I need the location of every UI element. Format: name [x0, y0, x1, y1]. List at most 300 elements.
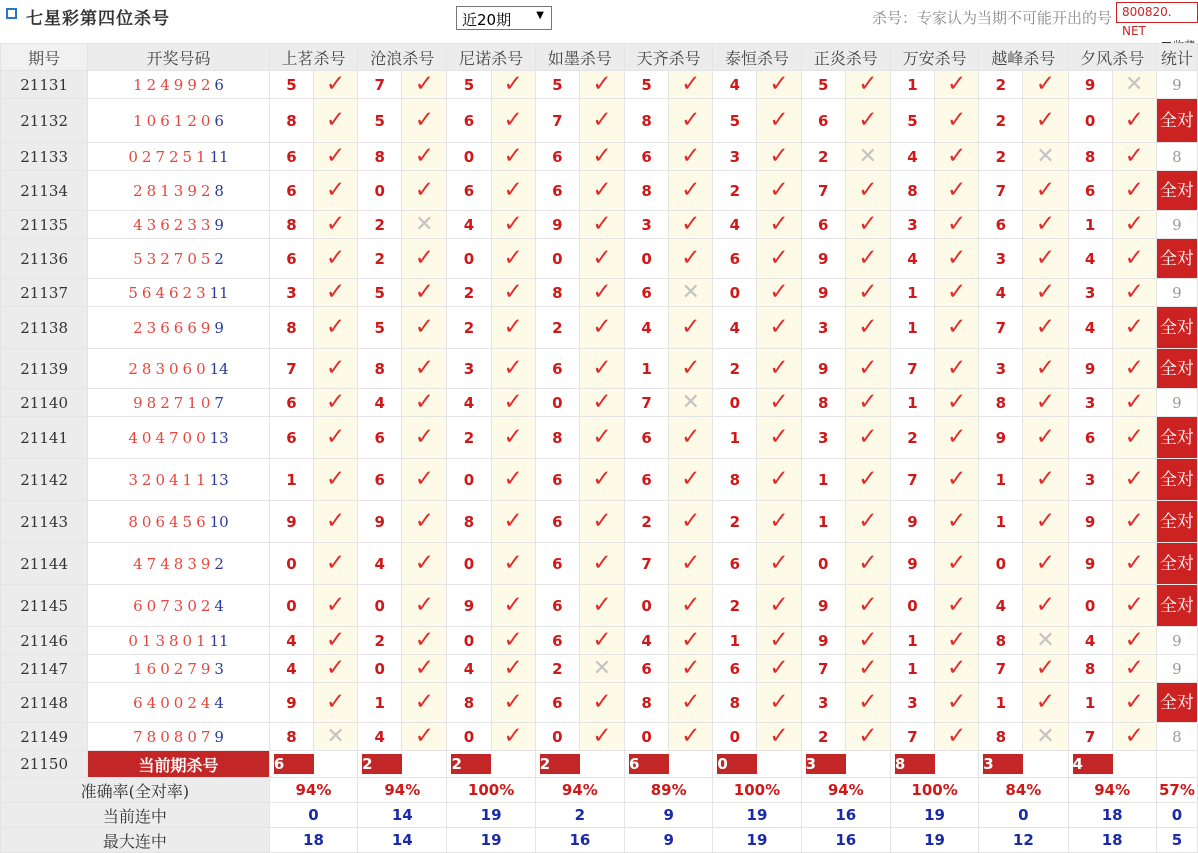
- check-mark: ✓: [325, 177, 346, 203]
- kill-digit: 4: [979, 585, 1023, 627]
- kill-digit: 0: [535, 723, 579, 751]
- stat-cell: 全对: [1156, 99, 1197, 143]
- kill-digit: 6: [535, 585, 579, 627]
- check-icon: [1112, 585, 1156, 627]
- check-mark: ✓: [1035, 177, 1056, 203]
- draw-numbers: [88, 723, 270, 751]
- check-mark: ✓: [414, 592, 434, 618]
- check-icon: [313, 349, 357, 389]
- table-row: [1, 349, 1198, 389]
- kill-digit: 4: [713, 211, 757, 239]
- check-icon: [935, 171, 979, 211]
- kill-digit: 8: [358, 349, 402, 389]
- main-numbers: 806456: [128, 512, 210, 531]
- header-expert[interactable]: 天齐杀号: [625, 44, 713, 71]
- kill-digit: 1: [890, 389, 934, 417]
- kill-digit: 0: [358, 171, 402, 211]
- kill-digit: 9: [535, 211, 579, 239]
- kill-digit: 7: [890, 349, 934, 389]
- kill-digit: 6: [1068, 171, 1112, 211]
- cross-mark: ✕: [1036, 628, 1055, 653]
- kill-digit: 9: [269, 683, 313, 723]
- kill-digit: 3: [1068, 459, 1112, 501]
- header-expert[interactable]: 正炎杀号: [801, 44, 890, 71]
- main-numbers: 283060: [128, 359, 210, 378]
- check-icon: [402, 501, 447, 543]
- special-number: 13: [209, 428, 229, 447]
- kill-digit: 8: [979, 389, 1023, 417]
- check-icon: [491, 627, 535, 655]
- check-icon: [935, 279, 979, 307]
- kill-digit: 9: [890, 543, 934, 585]
- check-icon: [579, 683, 624, 723]
- current-kill: [979, 751, 1068, 778]
- check-icon: [757, 349, 801, 389]
- check-mark: ✓: [947, 211, 967, 237]
- brand-badge[interactable]: 800820. NET: [1116, 2, 1198, 23]
- main-numbers: 607302: [133, 596, 215, 615]
- kill-digit: 7: [535, 99, 579, 143]
- footer-value: 18: [1068, 803, 1156, 828]
- check-icon: [313, 99, 357, 143]
- check-icon: [402, 543, 447, 585]
- kill-digit: 2: [358, 211, 402, 239]
- check-icon: [1112, 683, 1156, 723]
- check-mark: ✓: [592, 550, 612, 576]
- check-mark: ✓: [325, 508, 346, 534]
- cross-mark: ✕: [1036, 724, 1055, 749]
- period-select-value: 近20期: [462, 11, 512, 29]
- table-row: [1, 143, 1198, 171]
- check-icon: [757, 627, 801, 655]
- check-mark: ✓: [681, 424, 701, 450]
- check-icon: [579, 627, 624, 655]
- square-icon: [6, 8, 17, 19]
- cross-icon: [1023, 143, 1068, 171]
- kill-digit: 6: [447, 99, 491, 143]
- check-mark: ✓: [769, 107, 789, 133]
- kill-digit: 8: [713, 683, 757, 723]
- check-mark: ✓: [503, 723, 523, 749]
- check-mark: ✓: [1124, 245, 1144, 271]
- kill-digit: 0: [358, 585, 402, 627]
- kill-digit: 8: [447, 501, 491, 543]
- period-cell: 21143: [1, 501, 88, 543]
- kill-digit: 9: [801, 627, 845, 655]
- stat-cell: 8: [1156, 143, 1197, 171]
- kill-digit: 1: [890, 655, 934, 683]
- check-mark: ✓: [769, 314, 789, 340]
- check-icon: [313, 417, 357, 459]
- kill-digit: 5: [713, 99, 757, 143]
- current-kill-chip: 6: [274, 754, 314, 774]
- kill-digit: 9: [801, 585, 845, 627]
- check-mark: ✓: [1124, 508, 1144, 534]
- check-icon: [1112, 239, 1156, 279]
- footer-stat: 57%: [1156, 778, 1197, 803]
- kill-digit: 0: [535, 239, 579, 279]
- kill-digit: 3: [801, 417, 845, 459]
- check-mark: ✓: [1035, 211, 1056, 237]
- check-icon: [1112, 211, 1156, 239]
- draw-numbers: [88, 279, 270, 307]
- check-icon: [757, 143, 801, 171]
- check-icon: [1112, 389, 1156, 417]
- kill-digit: 1: [1068, 211, 1112, 239]
- check-mark: ✓: [769, 245, 789, 271]
- header-expert[interactable]: 沧浪杀号: [358, 44, 447, 71]
- check-icon: [491, 143, 535, 171]
- kill-digit: 6: [535, 349, 579, 389]
- kill-digit: 6: [535, 171, 579, 211]
- header-expert[interactable]: 万安杀号: [890, 44, 978, 71]
- stat-cell: 8: [1156, 723, 1197, 751]
- kill-digit: 9: [1068, 501, 1112, 543]
- kill-digit: 2: [979, 99, 1023, 143]
- kill-digit: 8: [269, 99, 313, 143]
- kill-digit: 7: [979, 171, 1023, 211]
- draw-numbers: [88, 585, 270, 627]
- check-mark: ✓: [1124, 627, 1144, 653]
- period-cell: 21135: [1, 211, 88, 239]
- kill-digit: 3: [979, 239, 1023, 279]
- header-expert[interactable]: 如墨杀号: [535, 44, 624, 71]
- main-numbers: 320411: [128, 470, 210, 489]
- check-icon: [1023, 279, 1068, 307]
- kill-digit: 0: [447, 543, 491, 585]
- check-mark: ✓: [769, 279, 789, 305]
- table-row: [1, 99, 1198, 143]
- kill-digit: 8: [801, 389, 845, 417]
- header-expert[interactable]: 越峰杀号: [979, 44, 1068, 71]
- check-icon: [402, 655, 447, 683]
- footer-value: 18: [1068, 828, 1156, 853]
- check-icon: [669, 417, 713, 459]
- special-number: 3: [214, 659, 224, 678]
- current-kill: [358, 751, 447, 778]
- header-expert[interactable]: 尼诺杀号: [447, 44, 535, 71]
- check-mark: ✓: [858, 314, 878, 340]
- kill-digit: 7: [1068, 723, 1112, 751]
- draw-numbers: [88, 655, 270, 683]
- check-icon: [579, 239, 624, 279]
- kill-digit: 2: [535, 307, 579, 349]
- header-expert[interactable]: 上茗杀号: [269, 44, 357, 71]
- kill-digit: 5: [890, 99, 934, 143]
- check-icon: [845, 171, 890, 211]
- check-mark: ✓: [947, 71, 967, 97]
- check-mark: ✓: [681, 689, 701, 715]
- check-icon: [491, 389, 535, 417]
- check-icon: [935, 543, 979, 585]
- kill-digit: 6: [625, 459, 669, 501]
- check-icon: [313, 683, 357, 723]
- check-mark: ✓: [947, 689, 967, 715]
- draw-numbers: [88, 501, 270, 543]
- current-kill: [801, 751, 890, 778]
- footer-value: 84%: [979, 778, 1068, 803]
- kill-digit: 4: [358, 543, 402, 585]
- cross-mark: ✕: [592, 656, 612, 681]
- check-icon: [1023, 585, 1068, 627]
- footer-value: 19: [447, 828, 535, 853]
- stat-cell: 9: [1156, 279, 1197, 307]
- special-number: 6: [214, 75, 224, 94]
- check-mark: ✓: [769, 627, 789, 653]
- check-icon: [313, 501, 357, 543]
- check-icon: [313, 143, 357, 171]
- stat-cell: 9: [1156, 655, 1197, 683]
- kill-digit: 6: [535, 683, 579, 723]
- period-cell: 21147: [1, 655, 88, 683]
- check-mark: ✓: [681, 143, 701, 169]
- draw-numbers: [88, 171, 270, 211]
- check-icon: [757, 389, 801, 417]
- kill-digit: 4: [890, 143, 934, 171]
- footer-value: 94%: [801, 778, 890, 803]
- check-icon: [935, 723, 979, 751]
- check-icon: [579, 585, 624, 627]
- check-mark: ✓: [592, 279, 612, 305]
- check-mark: ✓: [325, 211, 346, 237]
- kill-digit: 0: [890, 585, 934, 627]
- check-mark: ✓: [1035, 389, 1056, 415]
- kill-digit: 2: [625, 501, 669, 543]
- footer-stat: 5: [1156, 828, 1197, 853]
- special-number: 10: [209, 512, 229, 531]
- check-icon: [845, 389, 890, 417]
- check-icon: [402, 99, 447, 143]
- check-mark: ✓: [1124, 107, 1144, 133]
- kill-digit: 9: [890, 501, 934, 543]
- check-mark: ✓: [858, 424, 878, 450]
- check-mark: ✓: [414, 107, 434, 133]
- check-mark: ✓: [1035, 314, 1056, 340]
- check-icon: [935, 99, 979, 143]
- draw-numbers: [88, 211, 270, 239]
- kill-digit: 8: [1068, 143, 1112, 171]
- header-expert[interactable]: 泰恒杀号: [713, 44, 801, 71]
- check-mark: ✓: [1124, 211, 1144, 237]
- check-icon: [935, 143, 979, 171]
- check-mark: ✓: [503, 655, 523, 681]
- check-icon: [579, 723, 624, 751]
- check-mark: ✓: [947, 508, 967, 534]
- check-mark: ✓: [503, 211, 523, 237]
- kill-digit: 1: [890, 627, 934, 655]
- check-mark: ✓: [414, 466, 434, 492]
- table-row: [1, 627, 1198, 655]
- check-mark: ✓: [681, 550, 701, 576]
- check-mark: ✓: [503, 389, 523, 415]
- header-expert[interactable]: 夕风杀号: [1068, 44, 1156, 71]
- footer-value: 19: [890, 803, 978, 828]
- footer-value: 100%: [890, 778, 978, 803]
- kill-digit: 6: [713, 655, 757, 683]
- check-icon: [1112, 459, 1156, 501]
- check-mark: ✓: [1035, 466, 1056, 492]
- check-mark: ✓: [414, 143, 434, 169]
- kill-digit: 4: [358, 723, 402, 751]
- kill-digit: 7: [890, 723, 934, 751]
- period-select[interactable]: [456, 6, 552, 30]
- kill-digit: 9: [1068, 71, 1112, 99]
- check-mark: ✓: [1035, 279, 1056, 305]
- check-icon: [935, 349, 979, 389]
- draw-numbers: [88, 71, 270, 99]
- footer-value: 14: [358, 828, 447, 853]
- check-icon: [757, 543, 801, 585]
- check-mark: ✓: [947, 424, 967, 450]
- kill-digit: 0: [535, 389, 579, 417]
- special-number: 11: [209, 283, 229, 302]
- check-mark: ✓: [769, 508, 789, 534]
- check-icon: [845, 417, 890, 459]
- stat-cell: 9: [1156, 71, 1197, 99]
- check-icon: [757, 71, 801, 99]
- draw-numbers: [88, 459, 270, 501]
- check-mark: ✓: [325, 466, 346, 492]
- kill-digit: 6: [801, 211, 845, 239]
- check-icon: [935, 239, 979, 279]
- kill-digit: 5: [358, 99, 402, 143]
- check-icon: [757, 655, 801, 683]
- check-icon: [1112, 417, 1156, 459]
- check-mark: ✓: [769, 424, 789, 450]
- check-icon: [1023, 349, 1068, 389]
- check-mark: ✓: [503, 107, 523, 133]
- check-icon: [845, 307, 890, 349]
- kill-digit: 4: [1068, 239, 1112, 279]
- special-number: 9: [214, 727, 224, 746]
- check-mark: ✓: [592, 627, 612, 653]
- special-number: 11: [209, 631, 229, 650]
- footer-value: 100%: [713, 778, 801, 803]
- footer-value: 19: [713, 828, 801, 853]
- check-mark: ✓: [1035, 245, 1056, 271]
- draw-numbers: [88, 543, 270, 585]
- check-mark: ✓: [325, 355, 346, 381]
- footer-value: 0: [269, 803, 357, 828]
- footer-value: 94%: [269, 778, 357, 803]
- check-icon: [845, 627, 890, 655]
- check-icon: [1023, 501, 1068, 543]
- current-kill-chip: 2: [362, 754, 402, 774]
- check-mark: ✓: [1035, 592, 1056, 618]
- check-icon: [935, 389, 979, 417]
- check-mark: ✓: [503, 143, 523, 169]
- stat-cell: 全对: [1156, 417, 1197, 459]
- check-icon: [669, 655, 713, 683]
- check-icon: [1023, 389, 1068, 417]
- check-icon: [845, 211, 890, 239]
- check-mark: ✓: [325, 389, 346, 415]
- check-mark: ✓: [858, 592, 878, 618]
- check-mark: ✓: [325, 592, 346, 618]
- check-mark: ✓: [592, 314, 612, 340]
- table-row: [1, 501, 1198, 543]
- footer-value: 9: [625, 828, 713, 853]
- check-mark: ✓: [947, 355, 967, 381]
- check-icon: [1112, 279, 1156, 307]
- check-mark: ✓: [681, 627, 701, 653]
- current-kill-chip: 0: [717, 754, 757, 774]
- check-mark: ✓: [1035, 71, 1056, 97]
- header-period: 期号: [1, 44, 88, 71]
- main-numbers: 124992: [133, 75, 215, 94]
- kill-digit: 1: [890, 279, 934, 307]
- check-icon: [491, 683, 535, 723]
- check-mark: ✓: [592, 508, 612, 534]
- check-mark: ✓: [1124, 424, 1144, 450]
- current-kill-chip: 3: [983, 754, 1023, 774]
- check-mark: ✓: [414, 355, 434, 381]
- current-kill-chip: 4: [1073, 754, 1113, 774]
- check-mark: ✓: [858, 355, 878, 381]
- kill-digit: 9: [358, 501, 402, 543]
- check-icon: [757, 99, 801, 143]
- check-mark: ✓: [769, 177, 789, 203]
- check-mark: ✓: [503, 627, 523, 653]
- footer-value: 19: [447, 803, 535, 828]
- stat-cell: 全对: [1156, 307, 1197, 349]
- table-row: [1, 723, 1198, 751]
- check-icon: [313, 239, 357, 279]
- stat-cell: 全对: [1156, 543, 1197, 585]
- period-cell: 21131: [1, 71, 88, 99]
- check-mark: ✓: [947, 177, 967, 203]
- check-mark: ✓: [503, 466, 523, 492]
- check-mark: ✓: [681, 71, 701, 97]
- kill-digit: 9: [269, 501, 313, 543]
- table-row: [1, 279, 1198, 307]
- kill-digit: 1: [801, 459, 845, 501]
- special-number: 9: [214, 318, 224, 337]
- period-cell: 21138: [1, 307, 88, 349]
- cross-icon: [1023, 723, 1068, 751]
- check-mark: ✓: [1035, 424, 1056, 450]
- check-icon: [757, 683, 801, 723]
- kill-digit: 4: [447, 211, 491, 239]
- current-kill: [1068, 751, 1156, 778]
- kill-note: 杀号：专家认为当期不可能开出的号: [872, 9, 1113, 27]
- kill-digit: 7: [979, 307, 1023, 349]
- check-icon: [669, 71, 713, 99]
- special-number: 4: [214, 596, 224, 615]
- check-mark: ✓: [947, 723, 967, 749]
- table-row: [1, 459, 1198, 501]
- kill-digit: 6: [535, 143, 579, 171]
- kill-digit: 3: [801, 683, 845, 723]
- kill-digit: 0: [447, 459, 491, 501]
- current-kill: [625, 751, 713, 778]
- kill-digit: 5: [801, 71, 845, 99]
- footer-value: 100%: [447, 778, 535, 803]
- header-row: [1, 44, 1198, 71]
- footer-value: 18: [269, 828, 357, 853]
- check-icon: [935, 683, 979, 723]
- check-icon: [1112, 723, 1156, 751]
- kill-digit: 8: [625, 99, 669, 143]
- kill-digit: 1: [358, 683, 402, 723]
- check-icon: [313, 171, 357, 211]
- current-stat: [1156, 751, 1197, 778]
- check-icon: [402, 279, 447, 307]
- check-icon: [491, 655, 535, 683]
- kill-digit: 1: [713, 627, 757, 655]
- check-mark: ✓: [769, 550, 789, 576]
- header-numbers: 开奖号码: [88, 44, 270, 71]
